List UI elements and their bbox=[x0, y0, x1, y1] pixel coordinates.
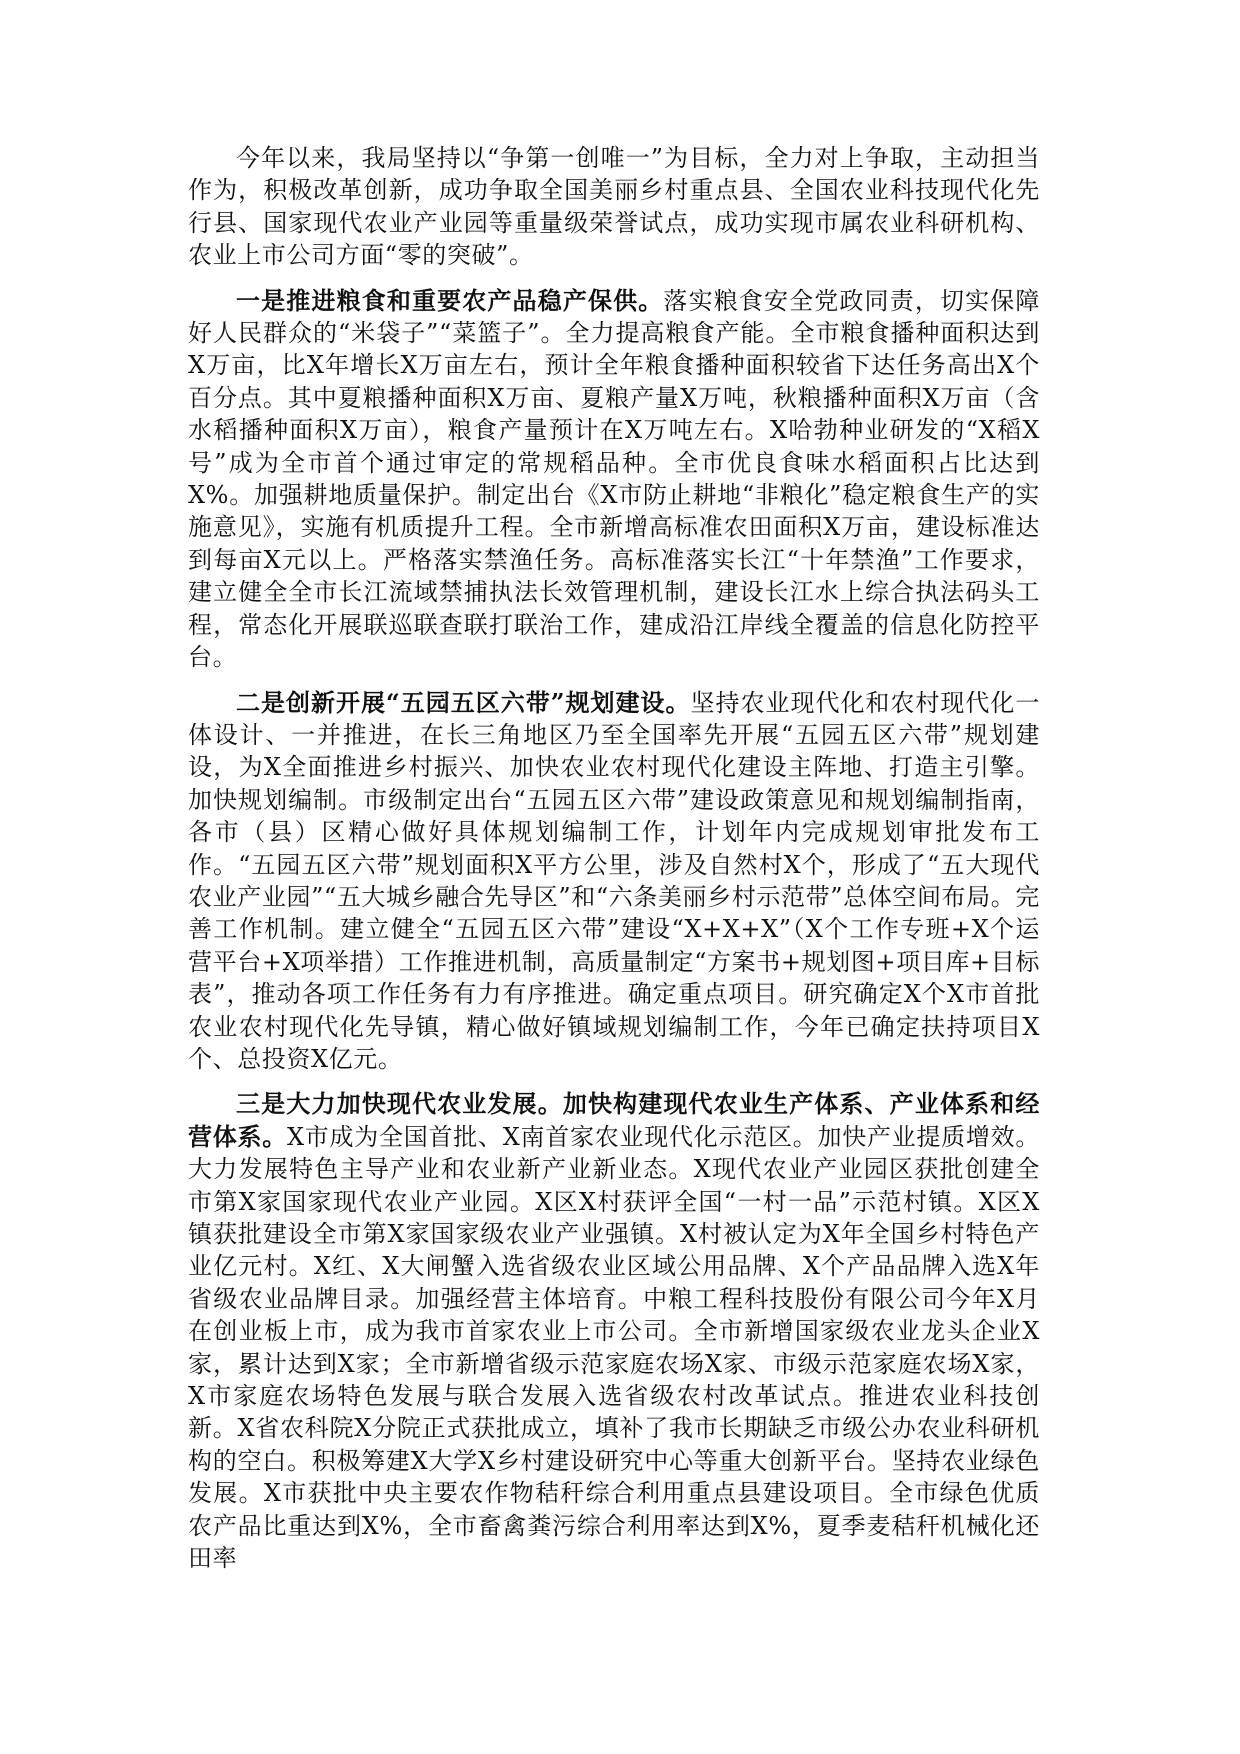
paragraph-lead: 三是大力加快现代农业发展。加快构建现代农业生产体系、产业体系和经营体系。 bbox=[188, 1089, 1040, 1151]
paragraph-lead: 一是推进粮食和重要农产品稳产保供。 bbox=[236, 285, 664, 315]
paragraph-body: 落实粮食安全党政同责，切实保障好人民群众的“米袋子”“菜篮子”。全力提高粮食产能。全市粮食播种面积达到X万亩，比X年增长X万亩左右，预计全年粮食播种面积较省下达任务高出X个百分点。其中夏粮播种面积X万亩、夏粮产量X万吨，秋粮播种面积X万亩（含水稻播种面积X万亩），粮食产量预计在X万吨左右。X哈勃种业研发的“X稻X号”成为全市首个通过审定的常规稻品种。全市优良食味水稻面积占比达到X%。加强耕地质量保护。制定出台《X市防止耕地“非粮化”稳定粮食生产的实施意见》，实施有机质提升工程。全市新增高标准农田面积X万亩，建设标准达到每亩X元以上。严格落实禁渔任务。高标准落实长江“十年禁渔”工作要求，建立健全全市长江流域禁捕执法长效管理机制，建设长江水上综合执法码头工程，常态化开展联巡联查联打联治工作，建成沿江岸线全覆盖的信息化防控平台。 bbox=[188, 286, 1041, 672]
paragraph-lead: 二是创新开展“五园五区六带”规划建设。 bbox=[236, 687, 691, 717]
paragraph-grain-security bbox=[188, 285, 1040, 674]
paragraph-body: 坚持农业现代化和农村现代化一体设计、一并推进，在长三角地区乃至全国率先开展“五园五区六带”规划建设，为X全面推进乡村振兴、加快农业农村现代化建设主阵地、打造主引擎。加快规划编制。市级制定出台“五园五区六带”建设政策意见和规划编制指南，各市（县）区精心做好具体规划编制工作，计划年内完成规划审批发布工作。“五园五区六带”规划面积X平方公里，涉及自然村X个，形成了“五大现代农业产业园”“五大城乡融合先导区”和“六条美丽乡村示范带”总体空间布局。完善工作机制。建立健全“五园五区六带”建设“X+X+X”（X个工作专班+X个运营平台+X项举措）工作推进机制，高质量制定“方案书+规划图+项目库+目标表”，推动各项工作任务有力有序推进。确定重点项目。研究确定X个X市首批农业农村现代化先导镇，精心做好镇域规划编制工作，今年已确定扶持项目X个、总投资X亿元。 bbox=[188, 688, 1040, 1073]
paragraph-modern-agriculture bbox=[188, 1088, 1040, 1574]
paragraph-intro bbox=[188, 142, 1040, 272]
paragraph-body: X市成为全国首批、X南首家农业现代化示范区。加快产业提质增效。大力发展特色主导产业和农业新产业新业态。X现代农业产业园区获批创建全市第X家国家现代农业产业园。X区X村获评全国“一村一品”示范村镇。X区X镇获批建设全市第X家国家级农业产业强镇。X村被认定为X年全国乡村特色产业亿元村。X红、X大闸蟹入选省级农业区域公用品牌、X个产品品牌入选X年省级农业品牌目录。加强经营主体培育。中粮工程科技股份有限公司今年X月在创业板上市，成为我市首家农业上市公司。全市新增国家级农业龙头企业X家，累计达到X家；全市新增省级示范家庭农场X家、市级示范家庭农场X家，X市家庭农场特色发展与联合发展入选省级农村改革试点。推进农业科技创新。X省农科院X分院正式获批成立，填补了我市长期缺乏市级公办农业科研机构的空白。积极筹建X大学X乡村建设研究中心等重大创新平台。坚持农业绿色发展。X市获批中央主要农作物秸秆综合利用重点县建设项目。全市绿色优质农产品比重达到X%，全市畜禽粪污综合利用率达到X%，夏季麦秸秆机械化还田率 bbox=[188, 1122, 1040, 1573]
document-page bbox=[188, 142, 1040, 1587]
paragraph-body: 今年以来，我局坚持以“争第一创唯一”为目标，全力对上争取，主动担当作为，积极改革创新，成功争取全国美丽乡村重点县、全国农业科技现代化先行县、国家现代农业产业园等重量级荣誉试点，成功实现市属农业科研机构、农业上市公司方面“零的突破”。 bbox=[188, 144, 1040, 270]
paragraph-planning-construction bbox=[188, 687, 1040, 1076]
